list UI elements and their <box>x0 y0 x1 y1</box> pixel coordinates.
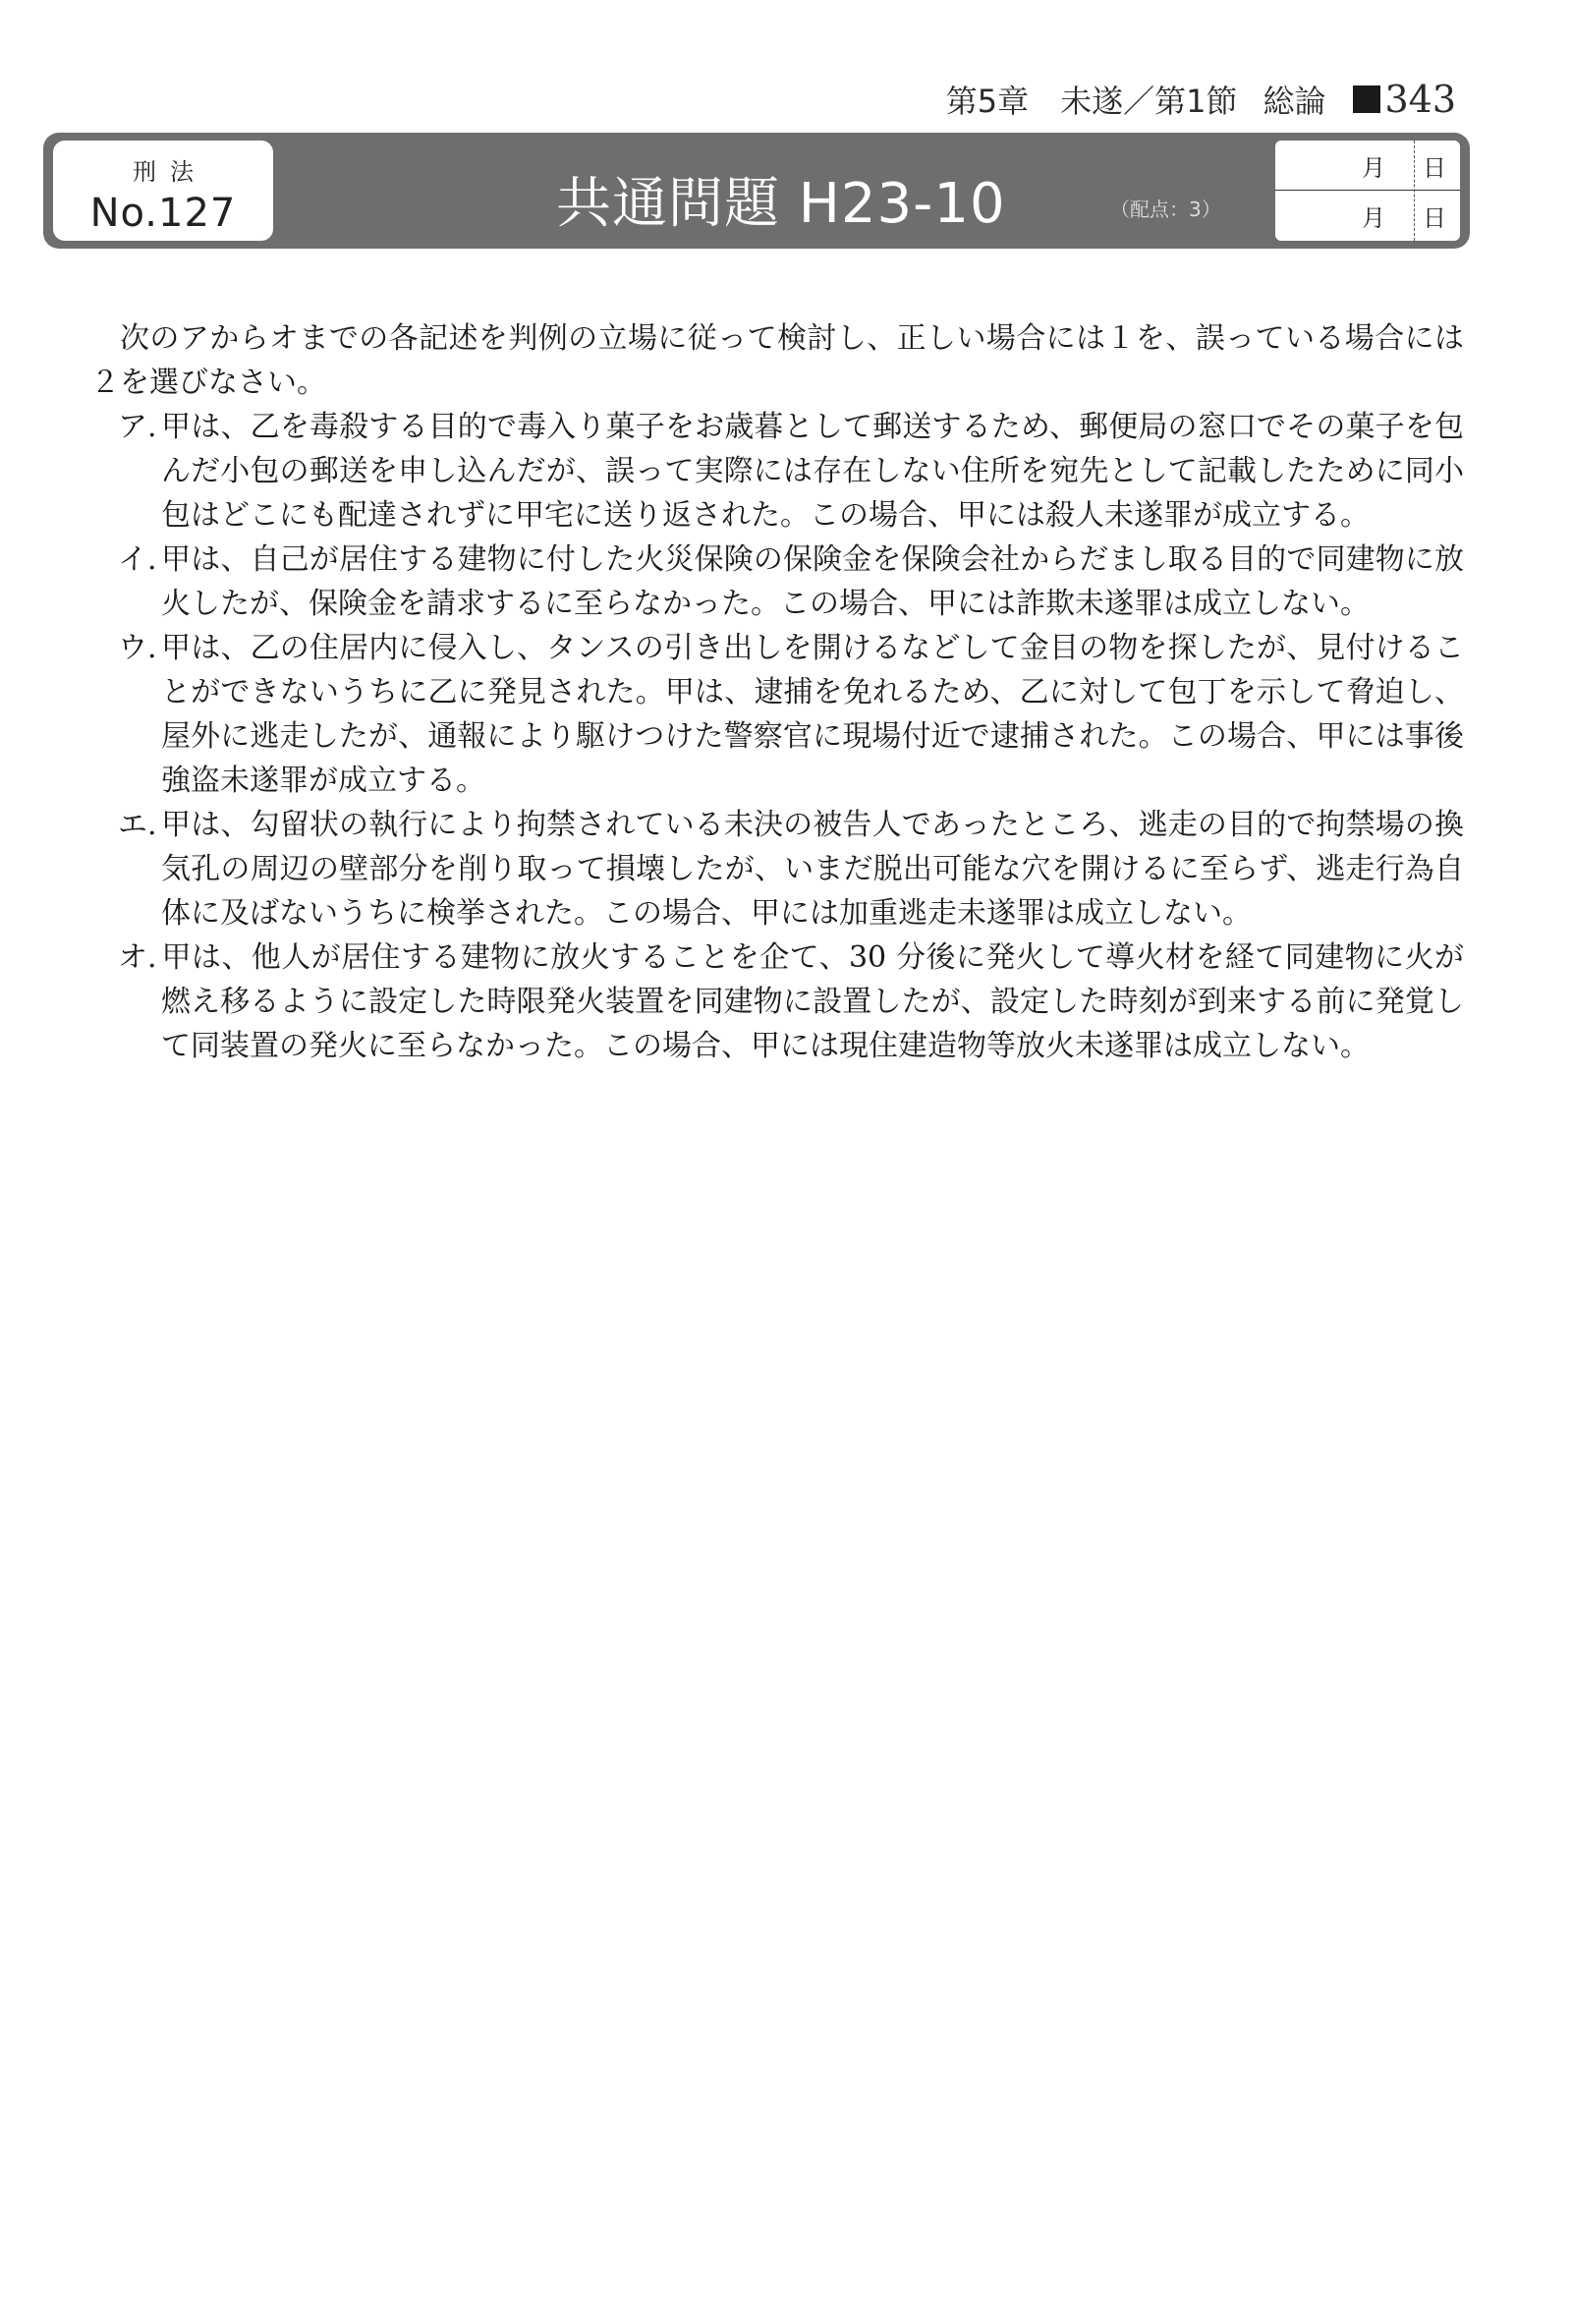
statement-text: 甲は、自己が居住する建物に付した火災保険の保険金を保険会社からだまし取る目的で同建物に放火したが、保険金を請求するに至らなかった。この場合、甲には詐欺未遂罪は成立しない。 <box>161 542 1464 621</box>
day-label: 日 <box>1423 153 1446 182</box>
title-banner <box>43 133 1470 249</box>
date-row <box>1275 191 1460 241</box>
statement-text: 甲は、勾留状の執行により拘禁されている未決の被告人であったところ、逃走の目的で拘禁場の換気孔の周辺の壁部分を削り取って損壊したが、いまだ脱出可能な穴を開けるに至らず、逃走行為自体に及ばないうちに検挙された。この場合、甲には加重逃走未遂罪は成立しない。 <box>161 808 1464 931</box>
statement-o <box>90 935 1464 1068</box>
day-label: 日 <box>1423 204 1446 232</box>
statement-label: イ. <box>118 542 157 577</box>
black-square-icon <box>1353 85 1380 113</box>
date-divider <box>1414 141 1415 241</box>
section-label: 総論 <box>1263 83 1326 120</box>
subject-box <box>53 141 273 241</box>
statement-text: 甲は、乙を毒殺する目的で毒入り菓子をお歳暮として郵送するため、郵便局の窓口でその菓子を包んだ小包の郵送を申し込んだが、誤って実際には存在しない住所を宛先として記載したために同小包はどこにも配達されずに甲宅に送り返された。この場合、甲には殺人未遂罪が成立する。 <box>161 410 1464 533</box>
statement-text: 甲は、他人が居住する建物に放火することを企て、30 分後に発火して導火材を経て同建物に火が燃え移るように設定した時限発火装置を同建物に設置したが、設定した時刻が到来する前に発覚して同装置の発火に至らなかった。この場合、甲には現住建造物等放火未遂罪は成立しない。 <box>161 940 1464 1063</box>
study-date-box <box>1275 141 1460 241</box>
month-label: 月 <box>1362 153 1385 182</box>
subject-label: 刑法 <box>133 158 207 186</box>
month-label: 月 <box>1362 204 1385 232</box>
question-number: No.127 <box>89 191 237 236</box>
banner-title: 共通問題 H23-10 <box>556 172 1006 236</box>
question-body <box>90 316 1464 1068</box>
statement-label: ア. <box>118 410 157 444</box>
statement-u <box>90 626 1464 803</box>
statement-label: エ. <box>118 808 157 842</box>
points-label: （配点：3） <box>1110 198 1221 221</box>
statement-i <box>90 538 1464 626</box>
page-number: 343 <box>1384 78 1456 121</box>
question-intro: 次のアからオまでの各記述を判例の立場に従って検討し、正しい場合には１を、誤っている場合には２を選びなさい。 <box>90 321 1464 400</box>
chapter-label: 第5章 未遂／第1節 <box>945 83 1238 120</box>
statement-label: オ. <box>118 940 157 975</box>
statement-text: 甲は、乙の住居内に侵入し、タンスの引き出しを開けるなどして金目の物を探したが、見付けることができないうちに乙に発見された。甲は、逮捕を免れるため、乙に対して包丁を示して脅迫し、屋外に逃走したが、通報により駆けつけた警察官に現場付近で逮捕された。この場合、甲には事後強盗未遂罪が成立する。 <box>161 631 1464 798</box>
statement-label: ウ. <box>118 631 157 665</box>
statement-a <box>90 405 1464 538</box>
statement-list <box>90 405 1464 1068</box>
statement-e <box>90 803 1464 935</box>
running-header <box>946 77 1456 122</box>
date-row <box>1275 141 1460 191</box>
